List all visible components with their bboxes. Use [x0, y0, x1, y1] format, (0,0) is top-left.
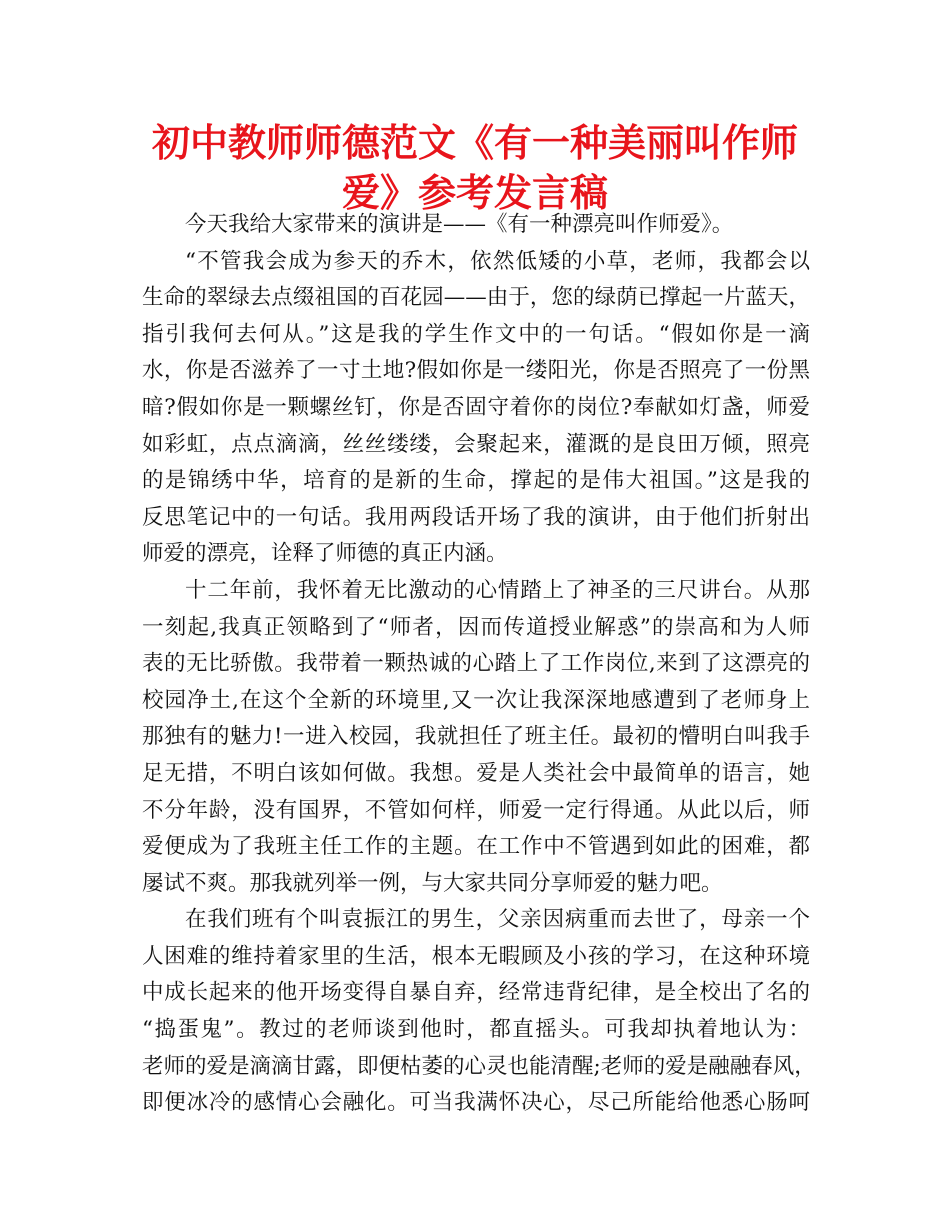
- text-line: 生命的翠绿去点缀祖国的百花园——由于，您的绿荫已撑起一片蓝天，: [142, 285, 810, 311]
- text-line: 的是锦绣中华，培育的是新的生命，撑起的是伟大祖国。”这是我的: [142, 468, 810, 494]
- text-line: “捣蛋鬼”。教过的老师谈到他时，都直摇头。可我却执着地认为：: [142, 1017, 810, 1043]
- document-title: [140, 118, 810, 218]
- paragraph-3: [142, 573, 810, 902]
- title-line-2: 爱》参考发言稿: [341, 171, 608, 215]
- text-line: 不分年龄，没有国界，不管如何样，师爱一定行得通。从此以后，师: [142, 797, 810, 823]
- text-line: “不管我会成为参天的乔木，依然低矮的小草，老师，我都会以: [185, 248, 810, 274]
- paragraph-2: [142, 244, 810, 573]
- text-line: 指引我何去何从。”这是我的学生作文中的一句话。“假如你是一滴: [142, 321, 810, 347]
- text-line: 如彩虹，点点滴滴，丝丝缕缕，会聚起来，灌溉的是良田万倾，照亮: [142, 431, 810, 457]
- text-line: 中成长起来的他开场变得自暴自弃，经常违背纪律，是全校出了名的: [142, 980, 810, 1006]
- text-line: 十二年前，我怀着无比激动的心情踏上了神圣的三尺讲台。从那: [185, 577, 810, 603]
- text-line: 水，你是否滋养了一寸土地?假如你是一缕阳光，你是否照亮了一份黑: [142, 358, 810, 384]
- text-line: 爱便成为了我班主任工作的主题。在工作中不管遇到如此的困难，都: [142, 834, 810, 860]
- document-body: [142, 207, 816, 1122]
- text-line: 即便冰冷的感情心会融化。可当我满怀决心，尽己所能给他悉心肠呵: [142, 1090, 810, 1116]
- text-line: 老师的爱是滴滴甘露，即便枯萎的心灵也能清醒;老师的爱是融融春风，: [142, 1053, 816, 1079]
- title-line-1: 初中教师师德范文《有一种美丽叫作师: [151, 121, 798, 165]
- paragraph-1: [142, 207, 810, 244]
- paragraph-4: [142, 902, 816, 1122]
- text-line: 师爱的漂亮，诠释了师德的真正内涵。: [142, 541, 508, 567]
- text-line: 今天我给大家带来的演讲是——《有一种漂亮叫作师爱》。: [185, 212, 734, 237]
- text-line: 一刻起,我真正领略到了“师者，因而传道授业解惑”的崇高和为人师: [142, 614, 810, 640]
- text-line: 足无措，不明白该如何做。我想。爱是人类社会中最简单的语言，她: [142, 760, 810, 786]
- text-line: 在我们班有个叫袁振江的男生，父亲因病重而去世了，母亲一个: [185, 907, 810, 933]
- text-line: 人困难的维持着家里的生活，根本无暇顾及小孩的学习，在这种环境: [142, 943, 810, 969]
- text-line: 屡试不爽。那我就列举一例，与大家共同分享师爱的魅力吧。: [142, 870, 723, 896]
- text-line: 那独有的魅力!一进入校园，我就担任了班主任。最初的懵明白叫我手: [142, 724, 810, 750]
- text-line: 暗?假如你是一颗螺丝钉，你是否固守着你的岗位?奉献如灯盏，师爱: [142, 394, 810, 420]
- text-line: 校园净土,在这个全新的环境里,又一次让我深深地感遭到了老师身上: [142, 687, 810, 713]
- text-line: 表的无比骄傲。我带着一颗热诚的心踏上了工作岗位,来到了这漂亮的: [142, 651, 810, 677]
- text-line: 反思笔记中的一句话。我用两段话开场了我的演讲，由于他们折射出: [142, 504, 810, 530]
